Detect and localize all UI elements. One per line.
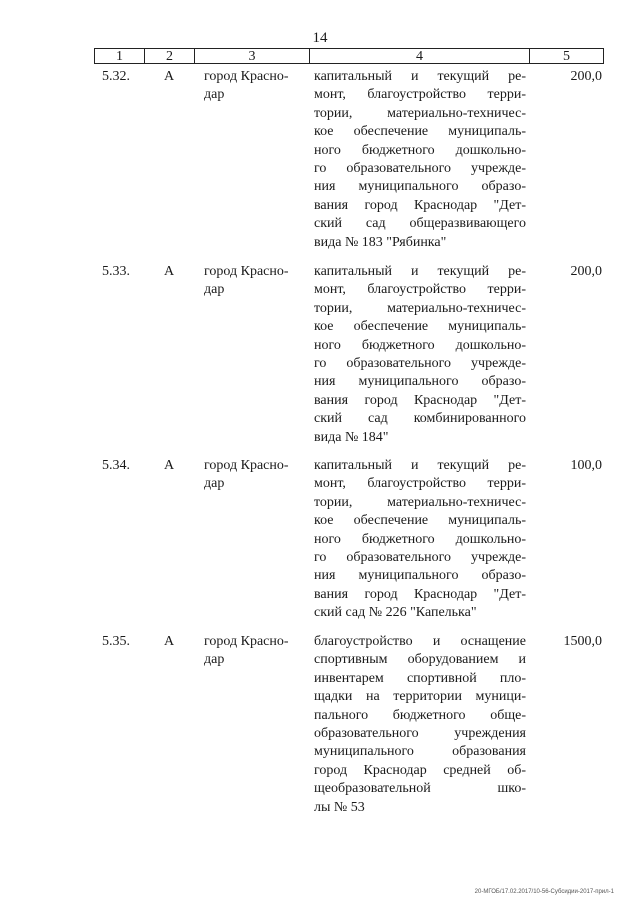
header-col-3: 3	[195, 49, 310, 63]
desc-line: кое обеспечение муниципаль-	[314, 319, 526, 335]
desc-line: щадки на территории муници-	[314, 689, 526, 705]
desc-line: монт, благоустройство терри-	[314, 87, 526, 103]
table-header	[94, 48, 604, 64]
row-category: А	[164, 69, 175, 84]
desc-line: капитальный и текущий ре-	[314, 458, 526, 473]
desc-line: благоустройство и оснащение	[314, 634, 526, 649]
desc-line: ния муниципального образо-	[314, 568, 526, 584]
desc-line: го образовательного учрежде-	[314, 356, 526, 372]
desc-line: лы № 53	[314, 799, 365, 815]
desc-line: вида № 183 "Рябинка"	[314, 234, 447, 250]
row-amount: 100,0	[570, 458, 602, 473]
header-col-2: 2	[145, 49, 195, 63]
row-description	[314, 68, 526, 252]
row-number: 5.34.	[102, 458, 130, 473]
place-line: дар	[204, 87, 225, 103]
header-col-5: 5	[563, 49, 570, 64]
desc-line: тории, материально-техничес-	[314, 494, 526, 510]
row-description	[314, 633, 526, 817]
desc-line: муниципального образования	[314, 744, 526, 760]
row-amount: 200,0	[570, 69, 602, 84]
desc-line: ного бюджетного дошкольно-	[314, 142, 526, 158]
desc-line: монт, благоустройство терри-	[314, 282, 526, 298]
row-place	[204, 68, 304, 105]
header-col-4: 4	[310, 49, 530, 63]
row-number: 5.35.	[102, 634, 130, 649]
desc-line: вания город Краснодар "Дет-	[314, 586, 526, 602]
row-number: 5.32.	[102, 69, 130, 84]
desc-line: ного бюджетного дошкольно-	[314, 337, 526, 353]
row-place	[204, 457, 304, 494]
desc-line: ния муниципального образо-	[314, 374, 526, 390]
desc-line: тории, материально-техничес-	[314, 300, 526, 316]
row-category: А	[164, 634, 175, 649]
row-description	[314, 263, 526, 447]
place-line: дар	[204, 476, 225, 492]
desc-line: спортивным оборудованием и	[314, 652, 526, 668]
desc-line: образовательного учреждения	[314, 726, 526, 742]
desc-line: инвентарем спортивной пло-	[314, 670, 526, 686]
row-number: 5.33.	[102, 264, 130, 279]
row-category: А	[164, 264, 175, 279]
desc-line: монт, благоустройство терри-	[314, 476, 526, 492]
place-line: город Красно-	[204, 634, 289, 649]
desc-line: щеобразовательной шко-	[314, 781, 526, 797]
row-place	[204, 633, 304, 670]
desc-line: кое обеспечение муниципаль-	[314, 124, 526, 140]
desc-line: ский сад комбинированного	[314, 411, 526, 427]
row-description	[314, 457, 526, 623]
row-amount: 200,0	[570, 264, 602, 279]
desc-line: ния муниципального образо-	[314, 179, 526, 195]
place-line: город Красно-	[204, 264, 289, 279]
desc-line: кое обеспечение муниципаль-	[314, 513, 526, 529]
place-line: город Красно-	[204, 458, 289, 473]
desc-line: капитальный и текущий ре-	[314, 264, 526, 279]
place-line: дар	[204, 652, 225, 668]
desc-line: капитальный и текущий ре-	[314, 69, 526, 84]
desc-line: го образовательного учрежде-	[314, 550, 526, 566]
row-amount: 1500,0	[563, 634, 602, 649]
desc-line: вида № 184"	[314, 429, 389, 445]
desc-line: тории, материально-техничес-	[314, 105, 526, 121]
desc-line: ский сад общеразвивающего	[314, 216, 526, 232]
desc-line: ного бюджетного дошкольно-	[314, 531, 526, 547]
place-line: город Красно-	[204, 69, 289, 84]
row-category: А	[164, 458, 175, 473]
desc-line: пального бюджетного обще-	[314, 707, 526, 723]
desc-line: вания город Краснодар "Дет-	[314, 197, 526, 213]
desc-line: го образовательного учрежде-	[314, 161, 526, 177]
page-number: 14	[312, 30, 328, 46]
document-footer-code: 20-МГОБ/17.02.2017/10-56-Субсидии-2017-прил-1	[474, 889, 614, 895]
desc-line: ский сад № 226 "Капелька"	[314, 605, 477, 621]
desc-line: город Краснодар средней об-	[314, 762, 526, 778]
place-line: дар	[204, 282, 225, 298]
desc-line: вания город Краснодар "Дет-	[314, 392, 526, 408]
row-place	[204, 263, 304, 300]
header-col-1: 1	[95, 49, 145, 63]
